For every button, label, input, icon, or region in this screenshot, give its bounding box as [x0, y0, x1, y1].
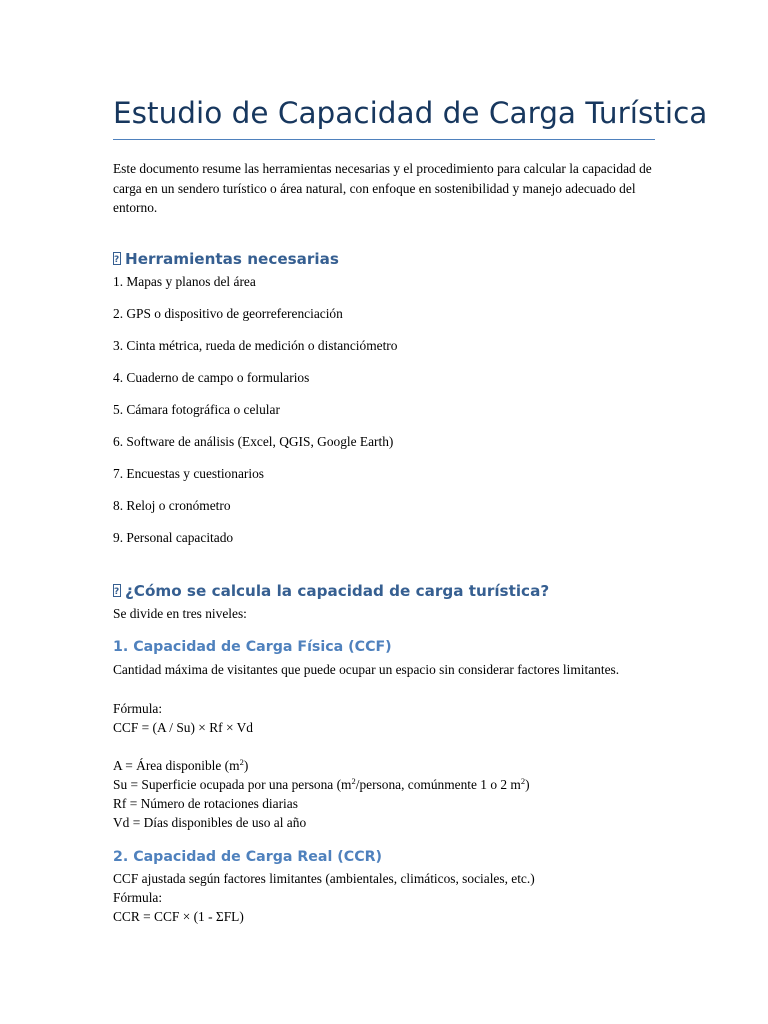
tool-item: 3. Cinta métrica, rueda de medición o distanciómetro	[113, 338, 398, 353]
ccf-var-vd: Vd = Días disponibles de uso al año	[113, 815, 307, 830]
missing-glyph-icon	[113, 584, 121, 597]
var-a-end: )	[243, 758, 249, 773]
intro-paragraph: Este documento resume las herramientas necesarias y el procedimiento para calcular la capacidad de carga en un sendero turístico o área natural, con enfoque en sostenibilidad y manejo adecuado del entorno.	[113, 161, 652, 215]
superscript: 2	[239, 757, 244, 767]
tool-item: 7. Encuestas y cuestionarios	[113, 466, 264, 481]
superscript: 2	[520, 776, 526, 786]
ccr-description: CCF ajustada según factores limitantes (ambientales, climáticos, sociales, etc.)	[113, 871, 535, 886]
ccr-formula-label: Fórmula:	[113, 890, 163, 905]
ccf-formula: CCF = (A / Su) × Rf × Vd	[113, 720, 253, 735]
ccf-var-rf: Rf = Número de rotaciones diarias	[113, 796, 298, 811]
ccf-formula-label: Fórmula:	[113, 701, 163, 716]
ccf-heading: 1. Capacidad de Carga Física (CCF)	[113, 639, 392, 655]
var-su-text-2: /persona, comúnmente 1 o 2 m	[355, 777, 521, 792]
ccf-description: Cantidad máxima de visitantes que puede ocupar un espacio sin considerar factores limitantes.	[113, 662, 620, 677]
var-su-text-1: Su = Superficie ocupada por una persona (m	[113, 777, 352, 792]
tool-item: 1. Mapas y planos del área	[113, 274, 256, 289]
ccf-var-su	[113, 775, 530, 794]
calc-heading-text: ¿Cómo se calcula la capacidad de carga turística?	[125, 582, 550, 600]
title-underline	[113, 139, 655, 140]
tools-heading-text: Herramientas necesarias	[125, 250, 339, 268]
calc-heading	[113, 581, 549, 601]
ccr-heading: 2. Capacidad de Carga Real (CCR)	[113, 849, 383, 865]
tool-item: 5. Cámara fotográfica o celular	[113, 402, 280, 417]
calc-intro: Se divide en tres niveles:	[113, 606, 247, 621]
missing-glyph-icon	[113, 252, 121, 265]
tool-item: 9. Personal capacitado	[113, 530, 234, 545]
document-title: Estudio de Capacidad de Carga Turística	[113, 96, 708, 130]
ccr-formula: CCR = CCF × (1 - ΣFL)	[113, 909, 244, 924]
ccf-var-a	[113, 756, 248, 775]
var-a-text: A = Área disponible (m	[113, 758, 240, 773]
tool-item: 6. Software de análisis (Excel, QGIS, Google Earth)	[113, 434, 394, 449]
tool-item: 2. GPS o dispositivo de georreferenciación	[113, 306, 343, 321]
tool-item: 8. Reloj o cronómetro	[113, 498, 231, 513]
superscript: 2	[351, 776, 356, 786]
tools-heading	[113, 249, 339, 269]
tool-item: 4. Cuaderno de campo o formularios	[113, 370, 310, 385]
var-su-end: )	[525, 777, 530, 792]
